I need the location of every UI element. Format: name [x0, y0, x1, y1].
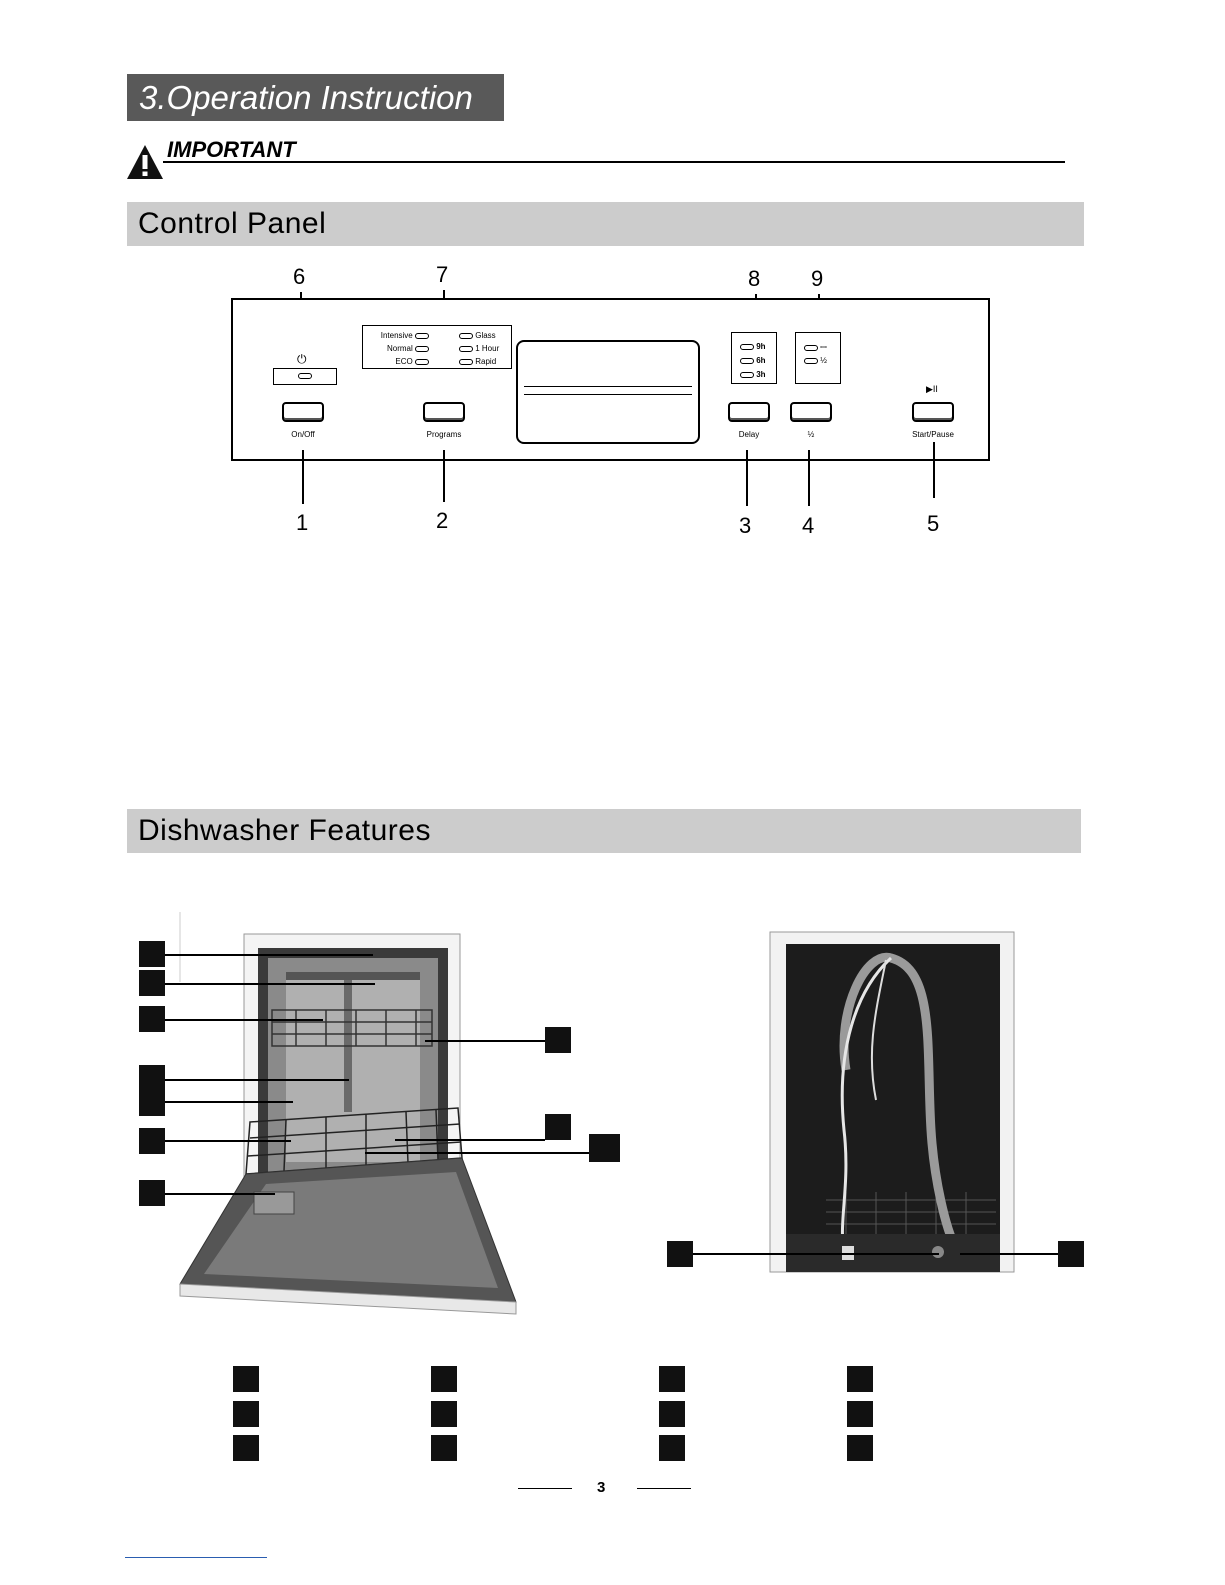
power-icon: ⏻: [297, 352, 307, 366]
legend-box: [659, 1366, 685, 1392]
programs-label: Programs: [426, 430, 462, 439]
start-pause-button[interactable]: [912, 402, 954, 422]
callout-1: 1: [296, 510, 309, 535]
feature-callout-box: [139, 970, 165, 996]
legend-box: [431, 1435, 457, 1461]
important-rule: [163, 161, 1065, 163]
delay-button[interactable]: [728, 402, 770, 422]
play-pause-icon: ▶II: [926, 384, 938, 394]
legend-box: [233, 1366, 259, 1392]
start-pause-label: Start/Pause: [912, 430, 954, 439]
callout-line: [395, 1139, 545, 1141]
legend-box: [847, 1401, 873, 1427]
legend-box: [659, 1435, 685, 1461]
callout-line: [365, 1152, 589, 1154]
feature-callout-box: [139, 1065, 165, 1091]
feature-callout-box: [1058, 1241, 1084, 1267]
leader-2: [443, 450, 445, 502]
important-label: IMPORTANT: [167, 137, 296, 162]
delay-item: 9h: [740, 342, 766, 351]
feature-callout-box: [139, 1128, 165, 1154]
callout-line: [693, 1253, 939, 1255]
delay-item: 6h: [740, 356, 766, 365]
half-load-label: ½: [807, 430, 815, 439]
feature-callout-box: [589, 1134, 620, 1162]
page-number: 3: [597, 1479, 606, 1496]
leader-4: [808, 450, 810, 506]
section-title: 3.Operation Instruction: [127, 74, 504, 121]
power-indicator-box: [273, 368, 337, 385]
callout-line: [165, 983, 375, 985]
callout-3: 3: [739, 513, 752, 538]
power-led: [298, 373, 312, 379]
page-rule-left: [518, 1488, 572, 1489]
programs-indicator-box: [362, 325, 512, 369]
program-item: Glass: [459, 331, 496, 340]
warning-icon: [125, 143, 165, 181]
program-item: Normal: [373, 344, 429, 353]
callout-line: [165, 1019, 323, 1021]
legend-box: [659, 1401, 685, 1427]
display-window: [516, 340, 700, 444]
page-rule-right: [637, 1488, 691, 1489]
half-item: ꟷ: [804, 342, 827, 353]
half-item: ½: [804, 356, 827, 365]
callout-line: [165, 1193, 275, 1195]
feature-callout-box: [139, 1006, 165, 1032]
delay-indicator-box: [731, 332, 777, 384]
legend-box: [847, 1366, 873, 1392]
program-item: 1 Hour: [459, 344, 499, 353]
on-off-button[interactable]: [282, 402, 324, 422]
callout-line: [165, 1140, 291, 1142]
feature-callout-box: [139, 1090, 165, 1116]
important-notice: [125, 137, 1065, 182]
legend-box: [233, 1435, 259, 1461]
program-item: ECO: [373, 357, 429, 366]
half-load-button[interactable]: [790, 402, 832, 422]
legend-box: [847, 1435, 873, 1461]
callout-2: 2: [436, 508, 449, 533]
leader-5: [933, 442, 935, 498]
legend-box: [431, 1366, 457, 1392]
dishwasher-back-photo: [766, 930, 1016, 1278]
bottom-link-underline: [125, 1557, 267, 1558]
leader-3: [746, 450, 748, 506]
delay-label: Delay: [738, 430, 760, 439]
feature-callout-box: [545, 1027, 571, 1053]
legend-box: [233, 1401, 259, 1427]
callout-line: [425, 1040, 545, 1042]
delay-item: 3h: [740, 370, 766, 379]
callout-6: 6: [293, 264, 306, 289]
program-item: Intensive: [373, 331, 429, 340]
callout-line: [960, 1253, 1058, 1255]
callout-8: 8: [748, 266, 761, 291]
feature-callout-box: [545, 1114, 571, 1140]
callout-line: [165, 954, 373, 956]
control-panel-diagram: [231, 298, 990, 461]
callout-5: 5: [927, 511, 940, 536]
callout-line: [165, 1101, 293, 1103]
leader-1: [302, 450, 304, 504]
legend-box: [431, 1401, 457, 1427]
on-off-label: On/Off: [291, 430, 315, 439]
callout-4: 4: [802, 513, 815, 538]
program-item: Rapid: [459, 357, 496, 366]
dishwasher-front-photo: [176, 912, 526, 1315]
programs-button[interactable]: [423, 402, 465, 422]
half-load-indicator-box: [795, 332, 841, 384]
features-heading: Dishwasher Features: [127, 809, 1081, 853]
feature-callout-box: [667, 1241, 693, 1267]
callout-7: 7: [436, 262, 449, 287]
callout-9: 9: [811, 266, 824, 291]
callout-line: [165, 1079, 349, 1081]
control-panel-heading: Control Panel: [127, 202, 1084, 246]
feature-callout-box: [139, 941, 165, 967]
feature-callout-box: [139, 1180, 165, 1206]
